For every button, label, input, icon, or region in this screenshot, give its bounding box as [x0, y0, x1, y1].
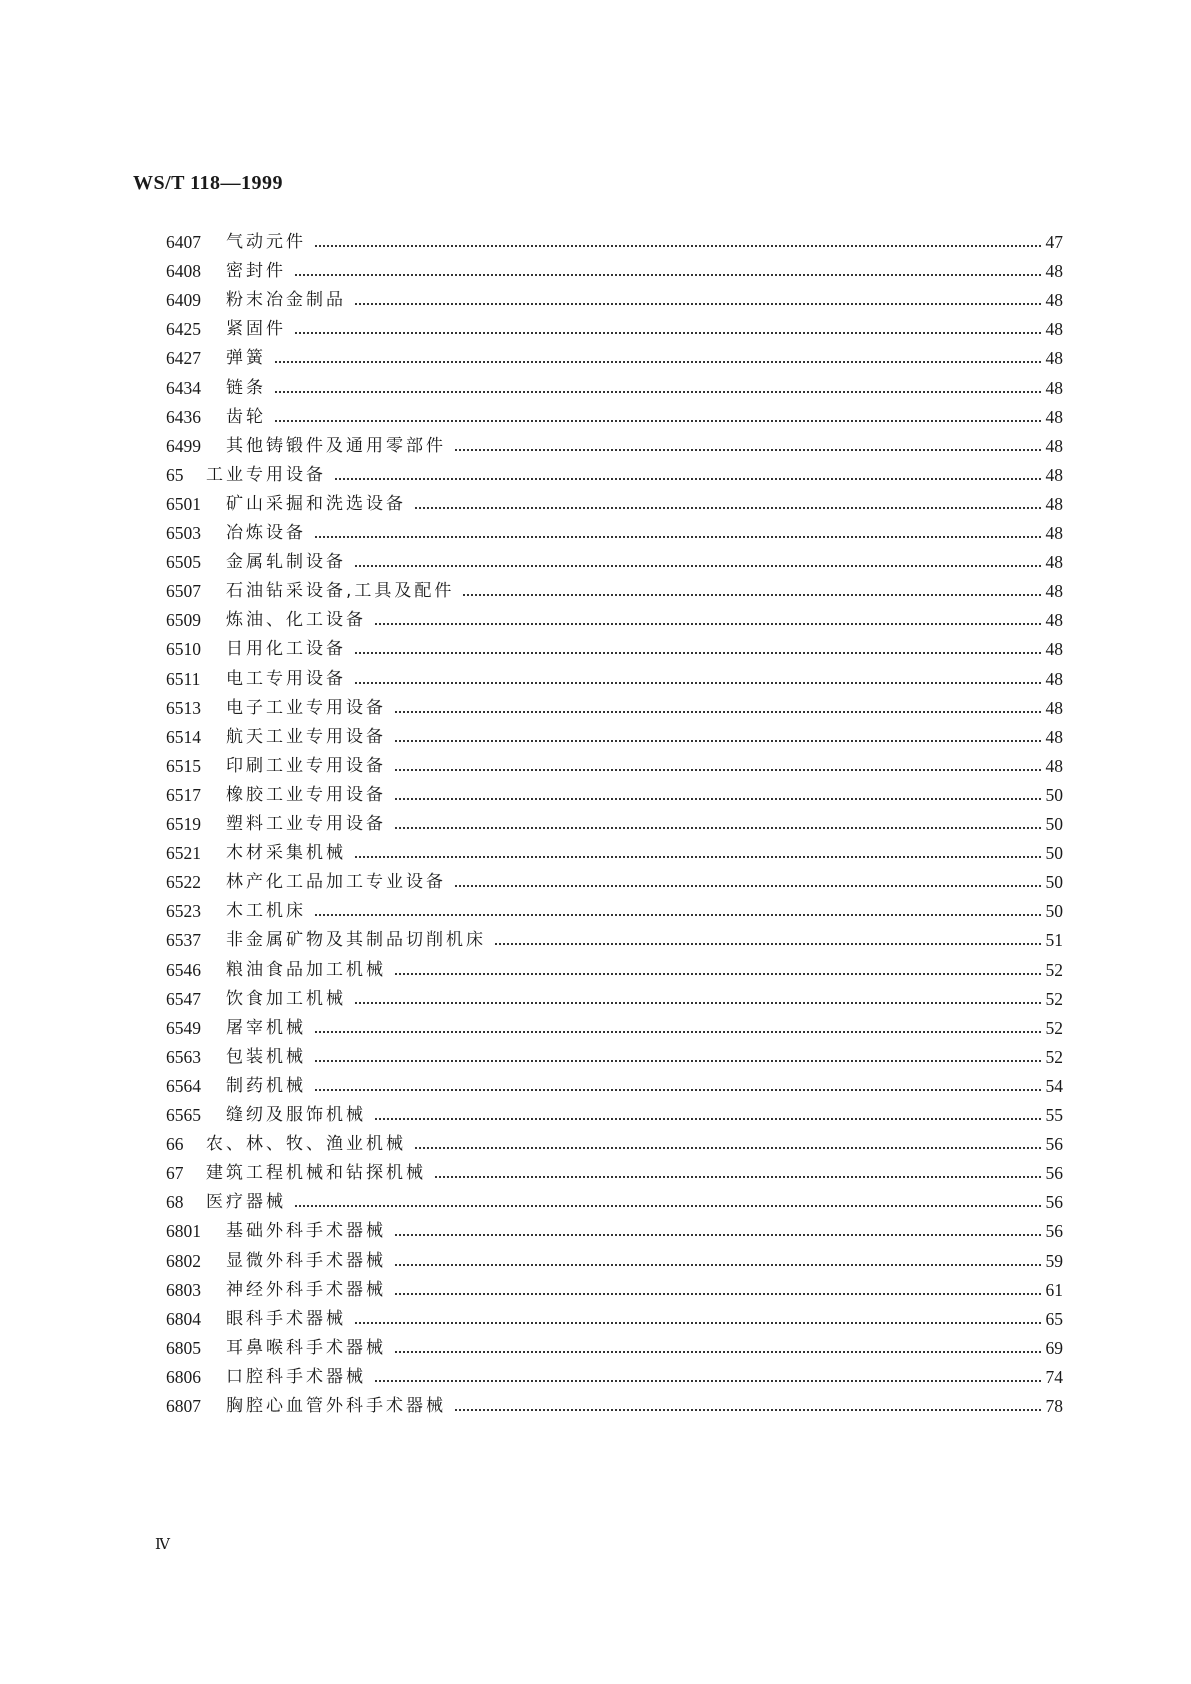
toc-entry-code: 65	[166, 464, 184, 485]
toc-entry-title: 航天工业专用设备	[226, 722, 394, 752]
toc-entry	[0, 605, 1191, 635]
toc-entry-title: 电子工业专用设备	[226, 693, 394, 723]
toc-entry-title: 木材采集机械	[226, 838, 354, 868]
toc-entry-title: 农、林、牧、渔业机械	[206, 1129, 414, 1159]
toc-entry-code: 6537	[166, 930, 201, 951]
toc-entry	[0, 256, 1191, 286]
toc-entry-title: 塑料工业专用设备	[226, 809, 394, 839]
toc-entry	[0, 896, 1191, 926]
toc-entry-code: 6509	[166, 610, 201, 631]
toc-entry-title: 密封件	[226, 256, 294, 286]
toc-entry	[0, 343, 1191, 373]
toc-entry-title: 基础外科手术器械	[226, 1216, 394, 1246]
toc-entry-page: 50	[1045, 814, 1063, 834]
toc-entry-title: 气动元件	[226, 227, 314, 257]
toc-entry	[0, 1129, 1191, 1159]
toc-entry-title: 粉末冶金制品	[226, 285, 354, 315]
toc-entry	[0, 925, 1191, 955]
toc-entry-page: 52	[1045, 988, 1063, 1009]
toc-entry-code: 6519	[166, 814, 201, 834]
toc-entry-title: 饮食加工机械	[226, 984, 354, 1014]
toc-entry-code: 6408	[166, 261, 201, 282]
toc-entry-code: 6806	[166, 1366, 201, 1387]
toc-entry	[0, 1013, 1191, 1043]
toc-entry	[0, 373, 1191, 403]
toc-entry-title: 链条	[226, 373, 274, 403]
toc-entry-page: 56	[1045, 1163, 1063, 1184]
dot-leader	[226, 1031, 1041, 1033]
toc-entry-title: 印刷工业专用设备	[226, 751, 394, 781]
toc-entry-page: 48	[1045, 493, 1063, 514]
toc-entry-title: 口腔科手术器械	[226, 1362, 374, 1392]
toc-entry-page: 48	[1045, 726, 1063, 747]
toc-entry-code: 67	[166, 1163, 184, 1184]
toc-entry-title: 粮油食品加工机械	[226, 955, 394, 985]
toc-entry	[0, 751, 1191, 781]
toc-entry-page: 78	[1045, 1396, 1063, 1416]
toc-entry-page: 54	[1045, 1075, 1063, 1096]
toc-entry-code: 6436	[166, 406, 201, 427]
toc-entry-page: 55	[1045, 1105, 1063, 1125]
page-number: Ⅳ	[155, 1537, 170, 1553]
toc-entry	[0, 314, 1191, 344]
toc-entry	[0, 809, 1191, 839]
toc-entry-title: 金属轧制设备	[226, 547, 354, 577]
dot-leader	[226, 536, 1041, 538]
toc-entry-code: 6515	[166, 755, 201, 776]
toc-entry	[0, 1071, 1191, 1101]
toc-entry-page: 48	[1045, 668, 1063, 689]
dot-leader	[226, 332, 1041, 334]
toc-entry	[0, 1187, 1191, 1217]
toc-entry-title: 紧固件	[226, 314, 294, 344]
toc-entry	[0, 402, 1191, 432]
toc-entry	[0, 722, 1191, 752]
toc-entry-title: 日用化工设备	[226, 634, 354, 664]
toc-entry-code: 6521	[166, 843, 201, 864]
toc-entry-code: 6802	[166, 1250, 201, 1271]
toc-entry-page: 65	[1045, 1308, 1063, 1329]
toc-entry-code: 6522	[166, 872, 201, 893]
toc-entry-code: 6510	[166, 639, 201, 660]
toc-entry-code: 66	[166, 1134, 184, 1155]
toc-entry	[0, 227, 1191, 257]
toc-entry-page: 51	[1045, 930, 1063, 951]
toc-entry-title: 医疗器械	[206, 1187, 294, 1217]
toc-entry-code: 6523	[166, 901, 201, 922]
toc-entry-title: 齿轮	[226, 402, 274, 432]
toc-entry-code: 6507	[166, 581, 201, 602]
toc-entry-page: 52	[1045, 1017, 1063, 1038]
standard-code-header: WS/T 118—1999	[133, 172, 284, 194]
toc-entry	[0, 1333, 1191, 1363]
toc-entry-code: 6805	[166, 1337, 201, 1358]
toc-entry-code: 6801	[166, 1221, 201, 1242]
toc-entry-title: 建筑工程机械和钻探机械	[206, 1158, 434, 1188]
toc-entry-title: 屠宰机械	[226, 1013, 314, 1043]
toc-entry	[0, 838, 1191, 868]
toc-entry-code: 6564	[166, 1075, 201, 1096]
toc-entry-code: 6427	[166, 348, 201, 369]
toc-entry	[0, 1042, 1191, 1072]
toc-entry-page: 50	[1045, 784, 1063, 805]
toc-entry-title: 显微外科手术器械	[226, 1246, 394, 1276]
toc-entry-page: 48	[1045, 697, 1063, 718]
toc-entry-title: 缝纫及服饰机械	[226, 1100, 374, 1130]
toc-entry-code: 6804	[166, 1308, 201, 1329]
toc-entry-page: 47	[1045, 232, 1063, 252]
toc-entry	[0, 518, 1191, 548]
toc-entry-title: 胸腔心血管外科手术器械	[226, 1391, 454, 1421]
toc-entry-code: 6803	[166, 1279, 201, 1300]
dot-leader	[206, 1205, 1041, 1207]
toc-entry	[0, 634, 1191, 664]
toc-entry-page: 48	[1045, 552, 1063, 573]
toc-entry	[0, 576, 1191, 606]
toc-entry-title: 弹簧	[226, 343, 274, 373]
toc-entry-page: 59	[1045, 1250, 1063, 1271]
toc-entry-page: 48	[1045, 610, 1063, 631]
toc-entry-code: 6517	[166, 784, 201, 805]
toc-entry-code: 6407	[166, 232, 201, 252]
toc-entry-title: 冶炼设备	[226, 518, 314, 548]
toc-entry-code: 6547	[166, 988, 201, 1009]
toc-entry-page: 48	[1045, 377, 1063, 398]
toc-entry-page: 69	[1045, 1337, 1063, 1358]
toc-entry	[0, 1216, 1191, 1246]
toc-entry	[0, 1100, 1191, 1130]
toc-entry-page: 52	[1045, 1046, 1063, 1067]
toc-entry-code: 6549	[166, 1017, 201, 1038]
toc-entry-page: 74	[1045, 1366, 1063, 1387]
toc-entry-code: 6503	[166, 523, 201, 543]
toc-entry-title: 神经外科手术器械	[226, 1275, 394, 1305]
toc-entry-title: 非金属矿物及其制品切削机床	[226, 925, 494, 955]
toc-entry-code: 6514	[166, 726, 201, 747]
toc-entry-code: 6563	[166, 1046, 201, 1067]
toc-entry	[0, 285, 1191, 315]
toc-entry-title: 林产化工品加工专业设备	[226, 867, 454, 897]
toc-entry-code: 6434	[166, 377, 201, 398]
toc-entry	[0, 547, 1191, 577]
toc-entry-title: 橡胶工业专用设备	[226, 780, 394, 810]
toc-entry-code: 6511	[166, 668, 201, 689]
toc-entry-code: 6499	[166, 435, 201, 456]
toc-entry-page: 50	[1045, 872, 1063, 893]
toc-entry-page: 50	[1045, 901, 1063, 922]
toc-entry	[0, 867, 1191, 897]
toc-entry-code: 68	[166, 1192, 184, 1213]
dot-leader	[226, 1060, 1041, 1062]
toc-entry-title: 制药机械	[226, 1071, 314, 1101]
toc-entry	[0, 489, 1191, 519]
toc-entry-title: 包装机械	[226, 1042, 314, 1072]
dot-leader	[226, 361, 1041, 363]
toc-entry-page: 48	[1045, 319, 1063, 340]
toc-entry-page: 48	[1045, 290, 1063, 311]
toc-entry-code: 6501	[166, 493, 201, 514]
toc-entry-title: 眼科手术器械	[226, 1304, 354, 1334]
toc-entry-code: 6513	[166, 697, 201, 718]
toc-entry-page: 48	[1045, 755, 1063, 776]
toc-entry	[0, 1246, 1191, 1276]
toc-entry-page: 48	[1045, 348, 1063, 369]
dot-leader	[226, 391, 1041, 393]
toc-entry-title: 其他铸锻件及通用零部件	[226, 431, 454, 461]
toc-entry	[0, 1275, 1191, 1305]
toc-entry-page: 48	[1045, 581, 1063, 602]
toc-entry-code: 6565	[166, 1105, 201, 1125]
toc-entry-code: 6409	[166, 290, 201, 311]
toc-entry-code: 6505	[166, 552, 201, 573]
toc-entry	[0, 460, 1191, 490]
toc-entry-page: 56	[1045, 1221, 1063, 1242]
toc-entry	[0, 431, 1191, 461]
toc-entry-page: 56	[1045, 1134, 1063, 1155]
toc-entry	[0, 955, 1191, 985]
toc-entry	[0, 1391, 1191, 1421]
toc-entry-page: 48	[1045, 406, 1063, 427]
toc-entry-page: 61	[1045, 1279, 1063, 1300]
toc-entry-page: 56	[1045, 1192, 1063, 1213]
toc-entry-page: 48	[1045, 261, 1063, 282]
toc-entry-title: 矿山采掘和洗选设备	[226, 489, 414, 519]
toc-entry-title: 耳鼻喉科手术器械	[226, 1333, 394, 1363]
toc-entry	[0, 1304, 1191, 1334]
toc-entry-page: 52	[1045, 959, 1063, 980]
toc-entry	[0, 780, 1191, 810]
toc-entry-page: 48	[1045, 464, 1063, 485]
toc-entry-page: 48	[1045, 639, 1063, 660]
toc-entry-title: 炼油、化工设备	[226, 605, 374, 635]
toc-entry	[0, 1158, 1191, 1188]
dot-leader	[226, 1089, 1041, 1091]
toc-entry-code: 6425	[166, 319, 201, 340]
toc-entry	[0, 693, 1191, 723]
toc-entry-page: 50	[1045, 843, 1063, 864]
toc-entry-page: 48	[1045, 435, 1063, 456]
toc-entry-code: 6546	[166, 959, 201, 980]
toc-entry-code: 6807	[166, 1396, 201, 1416]
toc-entry-title: 石油钻采设备,工具及配件	[226, 576, 462, 606]
toc-entry-title: 工业专用设备	[206, 460, 334, 490]
dot-leader	[226, 245, 1041, 247]
toc-entry-title: 电工专用设备	[226, 664, 354, 694]
toc-entry-title: 木工机床	[226, 896, 314, 926]
dot-leader	[226, 274, 1041, 276]
toc-entry-page: 48	[1045, 523, 1063, 543]
dot-leader	[226, 420, 1041, 422]
toc-entry	[0, 1362, 1191, 1392]
toc-entry	[0, 984, 1191, 1014]
dot-leader	[226, 914, 1041, 916]
toc-entry	[0, 664, 1191, 694]
